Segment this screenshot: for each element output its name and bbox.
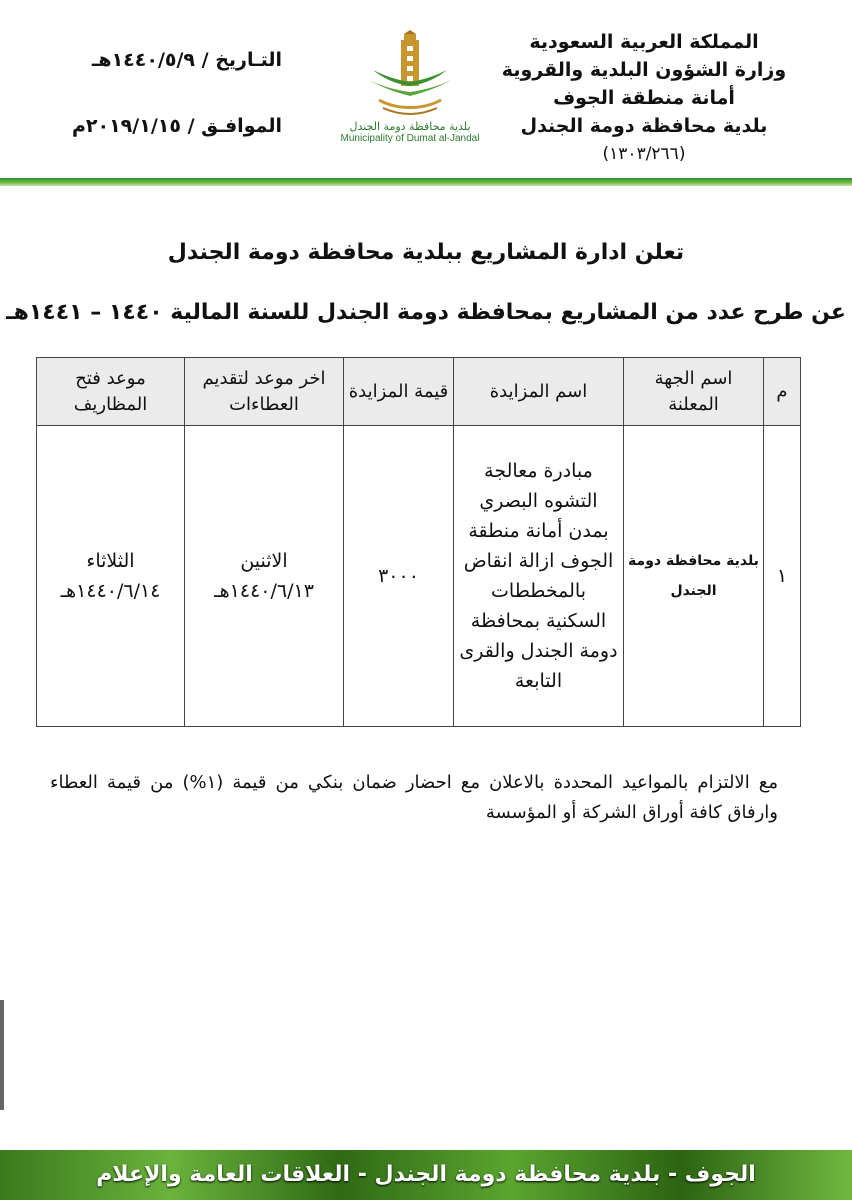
auctions-table: [36, 357, 801, 727]
cell-auction-value: ٣٠٠٠: [344, 426, 454, 727]
cell-number: ١: [764, 426, 801, 727]
header-divider: [0, 178, 852, 186]
date-hijri: التـاريخ / ١٤٤٠/٥/٩هـ: [91, 49, 282, 71]
issuer-block: [494, 28, 794, 168]
issuer-municipality: بلدية محافظة دومة الجندل: [520, 115, 768, 137]
header-opening: موعد فتح المظاريف: [37, 358, 185, 426]
palm-tower-icon: [365, 30, 455, 118]
footer-text: الجوف - بلدية محافظة دومة الجندل - العلاقات العامة والإعلام: [96, 1162, 756, 1187]
guarantee-note: مع الالتزام بالمواعيد المحددة بالاعلان مع احضار ضمان بنكي من قيمة (١%) من قيمة العطاء وارفاق كافة أوراق الشركة أو المؤسسة: [50, 772, 778, 823]
deadline-date: ١٤٤٠/٦/١٣هـ: [214, 580, 314, 602]
scan-edge-mark: [0, 1000, 4, 1110]
table-row: [37, 426, 801, 727]
header-auction-value: قيمة المزايدة: [344, 358, 454, 426]
announcement-subtitle: عن طرح عدد من المشاريع بمحافظة دومة الجندل للسنة المالية ١٤٤٠ – ١٤٤١هـ: [6, 300, 846, 325]
deadline-day: الاثنين: [240, 550, 288, 572]
header-entity: اسم الجهة المعلنة: [624, 358, 764, 426]
opening-day: الثلاثاء: [86, 550, 135, 572]
date-gregorian: الموافـق / ٢٠١٩/١/١٥م: [71, 115, 282, 137]
opening-date: ١٤٤٠/٦/١٤هـ: [60, 580, 161, 602]
table-header-row: [37, 358, 801, 426]
header-deadline: اخر موعد لتقديم العطاءات: [185, 358, 344, 426]
date-block: [62, 44, 282, 176]
logo-arabic-name: بلدية محافظة دومة الجندل: [349, 120, 471, 133]
cell-opening: [37, 426, 185, 727]
announcement-title: تعلن ادارة المشاريع ببلدية محافظة دومة الجندل: [167, 240, 685, 265]
logo-english-name: Municipality of Dumat al-Jandal: [340, 133, 480, 144]
cell-entity: بلدية محافظة دومة الجندل: [624, 426, 764, 727]
issuer-reference: (١٣٠٣/٢٦٦): [602, 144, 686, 164]
municipality-logo: [325, 30, 495, 155]
footer-banner: [0, 1150, 852, 1200]
header-auction-name: اسم المزايدة: [454, 358, 624, 426]
issuer-amanah: أمانة منطقة الجوف: [553, 87, 735, 109]
issuer-kingdom: المملكة العربية السعودية: [529, 31, 759, 53]
header-number: م: [764, 358, 801, 426]
letterhead: [0, 0, 852, 190]
cell-deadline: [185, 426, 344, 727]
cell-auction-name: مبادرة معالجة التشوه البصري بمدن أمانة منطقة الجوف ازالة انقاض بالمخططات السكنية بمحافظة دومة الجندل والقرى التابعة: [454, 426, 624, 727]
issuer-ministry: وزارة الشؤون البلدية والقروية: [501, 59, 787, 81]
